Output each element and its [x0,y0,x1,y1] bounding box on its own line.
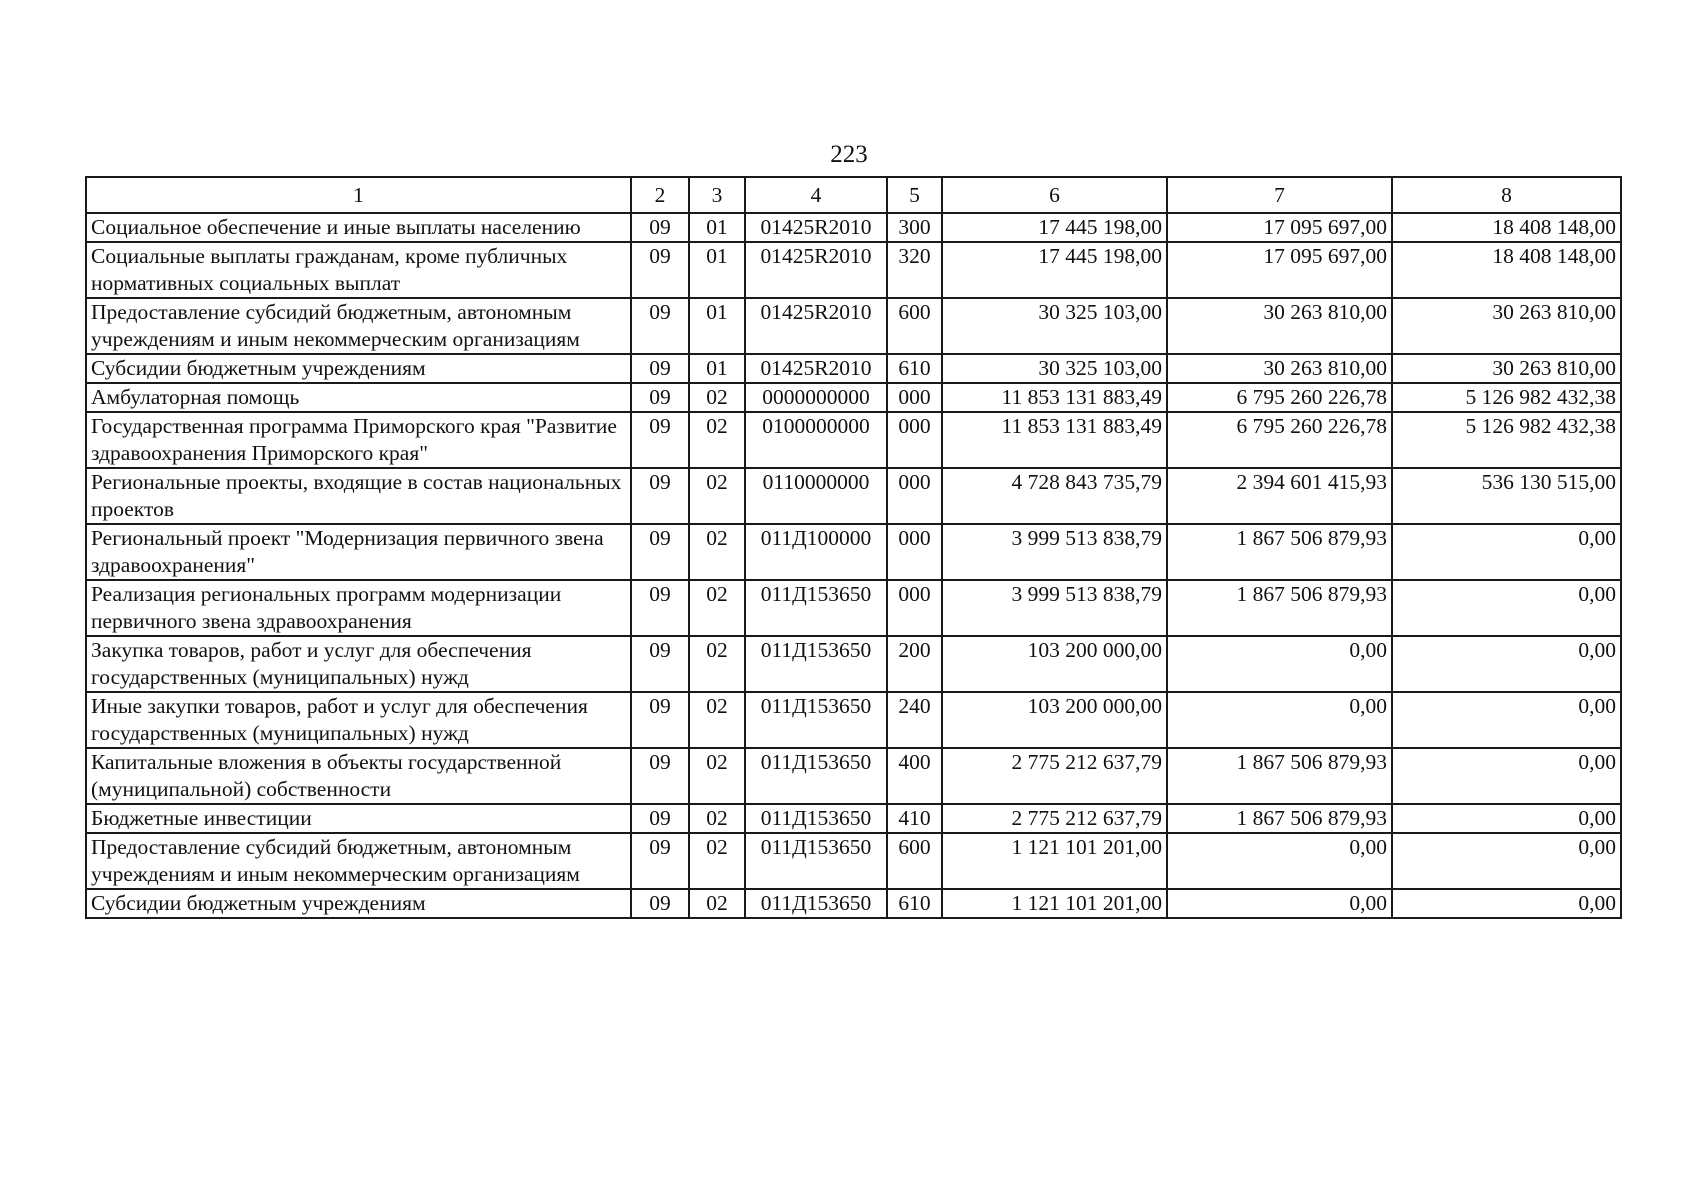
expense-type-code: 320 [887,242,942,298]
amount-col-8: 0,00 [1392,692,1621,748]
subsection-code: 02 [689,580,745,636]
table-row [86,412,1621,468]
column-header: 2 [631,177,689,213]
section-code: 09 [631,748,689,804]
amount-col-6: 103 200 000,00 [942,636,1167,692]
expense-type-code: 000 [887,524,942,580]
expense-name: Закупка товаров, работ и услуг для обеспечения государственных (муниципальных) нужд [86,636,631,692]
amount-col-8: 0,00 [1392,804,1621,833]
table-row [86,383,1621,412]
page-number: 223 [830,141,868,168]
expense-name: Предоставление субсидий бюджетным, автономным учреждениям и иным некоммерческим организациям [86,833,631,889]
column-header: 6 [942,177,1167,213]
amount-col-6: 3 999 513 838,79 [942,524,1167,580]
section-code: 09 [631,412,689,468]
amount-col-7: 6 795 260 226,78 [1167,383,1392,412]
section-code: 09 [631,383,689,412]
subsection-code: 02 [689,748,745,804]
target-article-code: 011Д153650 [745,748,887,804]
expense-type-code: 300 [887,213,942,242]
amount-col-6: 2 775 212 637,79 [942,748,1167,804]
table-row [86,804,1621,833]
table-row [86,833,1621,889]
table-row [86,748,1621,804]
amount-col-6: 17 445 198,00 [942,213,1167,242]
amount-col-6: 2 775 212 637,79 [942,804,1167,833]
target-article-code: 0100000000 [745,412,887,468]
table-row [86,213,1621,242]
subsection-code: 01 [689,354,745,383]
amount-col-6: 103 200 000,00 [942,692,1167,748]
amount-col-6: 4 728 843 735,79 [942,468,1167,524]
amount-col-8: 30 263 810,00 [1392,298,1621,354]
table-row [86,354,1621,383]
budget-table [85,176,1622,919]
amount-col-6: 17 445 198,00 [942,242,1167,298]
target-article-code: 011Д153650 [745,804,887,833]
subsection-code: 02 [689,804,745,833]
target-article-code: 01425R2010 [745,354,887,383]
section-code: 09 [631,213,689,242]
section-code: 09 [631,636,689,692]
section-code: 09 [631,524,689,580]
subsection-code: 01 [689,242,745,298]
column-header: 4 [745,177,887,213]
expense-type-code: 610 [887,354,942,383]
amount-col-6: 1 121 101 201,00 [942,889,1167,918]
amount-col-7: 30 263 810,00 [1167,298,1392,354]
section-code: 09 [631,468,689,524]
amount-col-8: 0,00 [1392,636,1621,692]
section-code: 09 [631,889,689,918]
amount-col-8: 18 408 148,00 [1392,242,1621,298]
section-code: 09 [631,833,689,889]
amount-col-8: 0,00 [1392,833,1621,889]
expense-name: Амбулаторная помощь [86,383,631,412]
expense-type-code: 400 [887,748,942,804]
expense-type-code: 000 [887,468,942,524]
table-row [86,580,1621,636]
subsection-code: 02 [689,524,745,580]
target-article-code: 0110000000 [745,468,887,524]
amount-col-8: 0,00 [1392,748,1621,804]
target-article-code: 011Д153650 [745,636,887,692]
amount-col-8: 0,00 [1392,524,1621,580]
subsection-code: 01 [689,298,745,354]
expense-name: Бюджетные инвестиции [86,804,631,833]
amount-col-8: 536 130 515,00 [1392,468,1621,524]
expense-name: Субсидии бюджетным учреждениям [86,354,631,383]
target-article-code: 01425R2010 [745,213,887,242]
expense-type-code: 000 [887,580,942,636]
column-header: 7 [1167,177,1392,213]
expense-name: Региональный проект "Модернизация первичного звена здравоохранения" [86,524,631,580]
table-row [86,524,1621,580]
section-code: 09 [631,580,689,636]
amount-col-6: 3 999 513 838,79 [942,580,1167,636]
expense-type-code: 200 [887,636,942,692]
expense-name: Капитальные вложения в объекты государственной (муниципальной) собственности [86,748,631,804]
expense-type-code: 600 [887,833,942,889]
amount-col-7: 1 867 506 879,93 [1167,524,1392,580]
amount-col-7: 30 263 810,00 [1167,354,1392,383]
amount-col-8: 5 126 982 432,38 [1392,412,1621,468]
target-article-code: 011Д153650 [745,889,887,918]
expense-name: Предоставление субсидий бюджетным, автономным учреждениям и иным некоммерческим организациям [86,298,631,354]
table-row [86,692,1621,748]
amount-col-8: 0,00 [1392,580,1621,636]
amount-col-7: 1 867 506 879,93 [1167,748,1392,804]
column-header: 3 [689,177,745,213]
amount-col-6: 30 325 103,00 [942,354,1167,383]
table-row [86,889,1621,918]
target-article-code: 0000000000 [745,383,887,412]
target-article-code: 01425R2010 [745,242,887,298]
subsection-code: 02 [689,383,745,412]
amount-col-7: 1 867 506 879,93 [1167,580,1392,636]
amount-col-8: 30 263 810,00 [1392,354,1621,383]
amount-col-6: 11 853 131 883,49 [942,412,1167,468]
amount-col-7: 0,00 [1167,692,1392,748]
expense-name: Социальное обеспечение и иные выплаты населению [86,213,631,242]
expense-name: Субсидии бюджетным учреждениям [86,889,631,918]
amount-col-7: 6 795 260 226,78 [1167,412,1392,468]
section-code: 09 [631,804,689,833]
section-code: 09 [631,242,689,298]
amount-col-8: 18 408 148,00 [1392,213,1621,242]
subsection-code: 02 [689,468,745,524]
section-code: 09 [631,354,689,383]
table-row [86,242,1621,298]
amount-col-7: 1 867 506 879,93 [1167,804,1392,833]
subsection-code: 02 [689,412,745,468]
column-header: 1 [86,177,631,213]
table-row [86,636,1621,692]
expense-type-code: 000 [887,383,942,412]
expense-name: Реализация региональных программ модернизации первичного звена здравоохранения [86,580,631,636]
expense-type-code: 000 [887,412,942,468]
target-article-code: 011Д153650 [745,580,887,636]
column-header: 5 [887,177,942,213]
amount-col-6: 30 325 103,00 [942,298,1167,354]
amount-col-7: 0,00 [1167,833,1392,889]
expense-name: Государственная программа Приморского края "Развитие здравоохранения Приморского края" [86,412,631,468]
amount-col-8: 5 126 982 432,38 [1392,383,1621,412]
column-header: 8 [1392,177,1621,213]
expense-name: Региональные проекты, входящие в состав национальных проектов [86,468,631,524]
subsection-code: 02 [689,833,745,889]
target-article-code: 011Д153650 [745,833,887,889]
expense-name: Иные закупки товаров, работ и услуг для обеспечения государственных (муниципальных) нужд [86,692,631,748]
table-row [86,468,1621,524]
target-article-code: 011Д100000 [745,524,887,580]
section-code: 09 [631,298,689,354]
table-row [86,298,1621,354]
amount-col-6: 11 853 131 883,49 [942,383,1167,412]
expense-type-code: 410 [887,804,942,833]
amount-col-6: 1 121 101 201,00 [942,833,1167,889]
target-article-code: 01425R2010 [745,298,887,354]
expense-type-code: 240 [887,692,942,748]
amount-col-7: 17 095 697,00 [1167,213,1392,242]
target-article-code: 011Д153650 [745,692,887,748]
amount-col-7: 0,00 [1167,636,1392,692]
expense-type-code: 600 [887,298,942,354]
amount-col-7: 17 095 697,00 [1167,242,1392,298]
subsection-code: 02 [689,692,745,748]
expense-name: Социальные выплаты гражданам, кроме публичных нормативных социальных выплат [86,242,631,298]
amount-col-8: 0,00 [1392,889,1621,918]
subsection-code: 01 [689,213,745,242]
expense-type-code: 610 [887,889,942,918]
header-row [86,177,1621,213]
amount-col-7: 2 394 601 415,93 [1167,468,1392,524]
subsection-code: 02 [689,889,745,918]
section-code: 09 [631,692,689,748]
subsection-code: 02 [689,636,745,692]
amount-col-7: 0,00 [1167,889,1392,918]
